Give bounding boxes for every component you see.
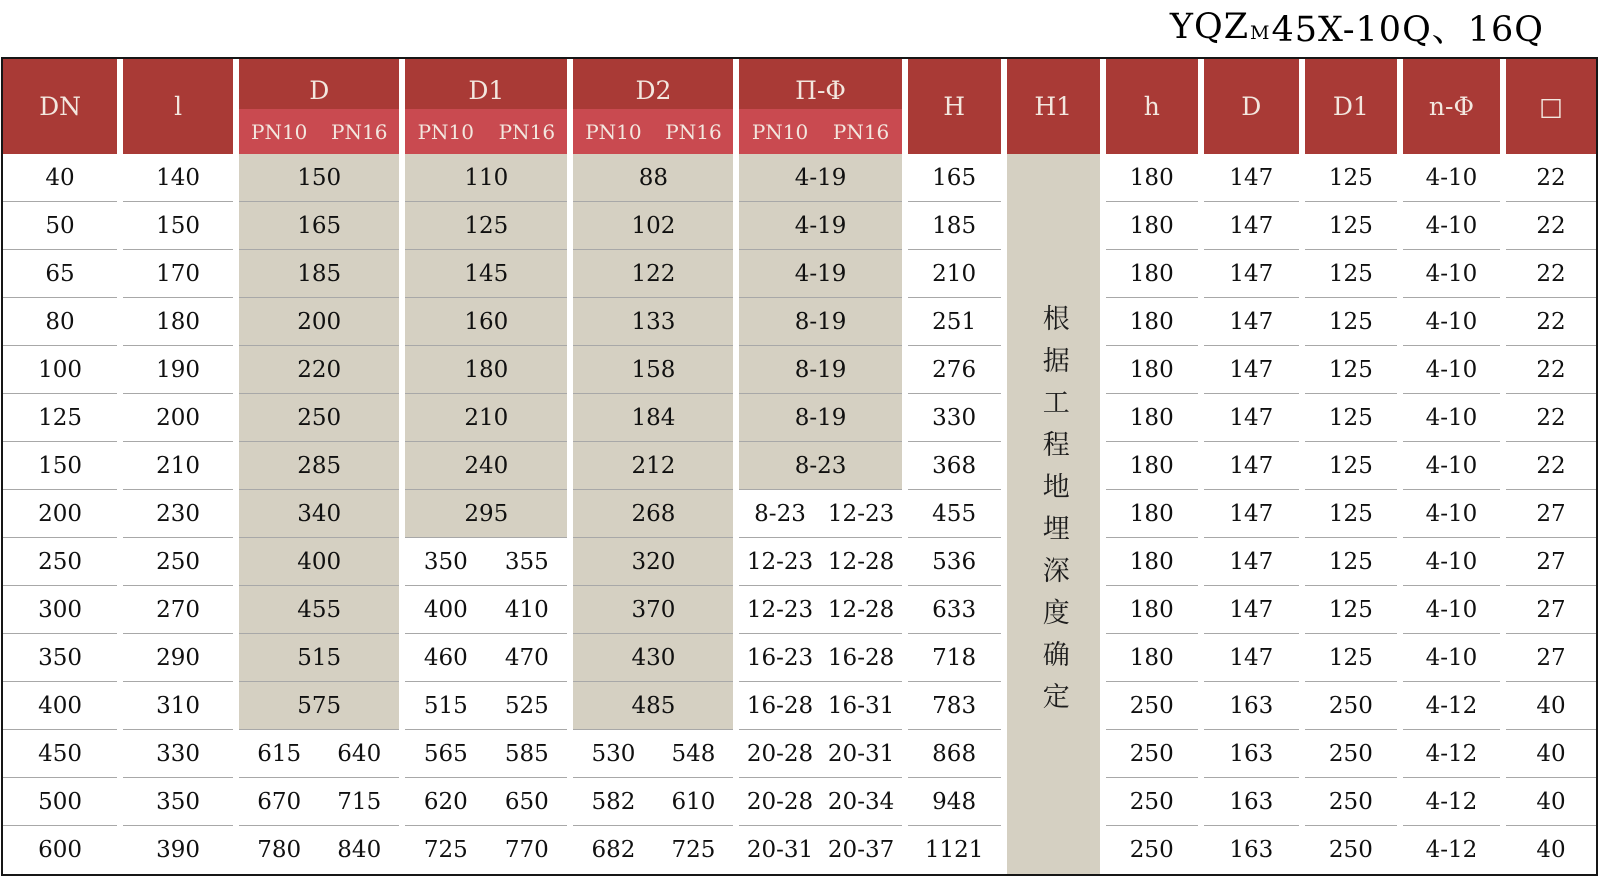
table-cell-h-row-1: 180 [1106, 154, 1198, 202]
table-cell-dn-row-7: 150 [3, 442, 117, 490]
table-cell-nphi-row-5: 4-10 [1403, 346, 1500, 394]
pn10-label: PN10 [585, 119, 642, 144]
table-cell-sq-row-2: 22 [1506, 202, 1596, 250]
table-cell-H-row-10: 633 [908, 586, 1001, 634]
table-cell-D-row-4: 200 [239, 298, 399, 346]
table-cell-piphi-row-8 [739, 490, 901, 538]
table-cell-nphi-row-11: 4-10 [1403, 634, 1500, 682]
table-cell-dn-row-5: 100 [3, 346, 117, 394]
table-cell-l-row-15: 390 [123, 826, 233, 874]
table-cell-l-row-12: 310 [123, 682, 233, 730]
table-cell-Dr-row-9: 147 [1204, 538, 1299, 586]
pn16-label: PN16 [665, 119, 722, 144]
table-cell-piphi-row-14 [739, 778, 901, 826]
column-header-d1: D1 [405, 59, 567, 109]
title-model-suffix: 45X-10Q、16Q [1271, 10, 1544, 50]
table-subcell: 20-28 [746, 740, 814, 767]
table-cell-dn-row-11: 350 [3, 634, 117, 682]
table-cell-D1r-row-3: 125 [1305, 250, 1397, 298]
table-cell-l-row-9: 250 [123, 538, 233, 586]
pn-subheader-d [239, 109, 399, 154]
table-cell-D2-row-15 [573, 826, 733, 874]
table-cell-H-row-13: 868 [908, 730, 1001, 778]
pn-subheader-pi-phi [739, 109, 901, 154]
table-cell-piphi-row-10 [739, 586, 901, 634]
column-dn [3, 59, 117, 874]
column-body-d [239, 154, 399, 874]
table-cell-dn-row-12: 400 [3, 682, 117, 730]
table-cell-D2-row-10: 370 [573, 586, 733, 634]
table-cell-D2-row-11: 430 [573, 634, 733, 682]
table-cell-nphi-row-13: 4-12 [1403, 730, 1500, 778]
table-cell-D-row-2: 165 [239, 202, 399, 250]
table-cell-D1r-row-4: 125 [1305, 298, 1397, 346]
table-cell-D2-row-12: 485 [573, 682, 733, 730]
table-cell-D-row-7: 285 [239, 442, 399, 490]
table-cell-l-row-5: 190 [123, 346, 233, 394]
table-subcell: 582 [591, 788, 636, 815]
table-cell-sq-row-14: 40 [1506, 778, 1596, 826]
table-cell-H-row-5: 276 [908, 346, 1001, 394]
pn10-label: PN10 [250, 119, 308, 144]
table-subcell: 615 [257, 740, 302, 767]
table-cell-sq-row-4: 22 [1506, 298, 1596, 346]
table-cell-nphi-row-2: 4-10 [1403, 202, 1500, 250]
table-cell-H-row-9: 536 [908, 538, 1001, 586]
table-cell-H-row-7: 368 [908, 442, 1001, 490]
column-body-d2 [573, 154, 733, 874]
table-cell-h-row-3: 180 [1106, 250, 1198, 298]
table-cell-h-row-2: 180 [1106, 202, 1198, 250]
table-cell-D-row-1: 150 [239, 154, 399, 202]
table-cell-l-row-13: 330 [123, 730, 233, 778]
table-subcell: 715 [337, 788, 382, 815]
table-subcell: 350 [423, 548, 468, 575]
table-cell-l-row-8: 230 [123, 490, 233, 538]
column-d1-right [1305, 59, 1397, 874]
table-cell-piphi-row-15 [739, 826, 901, 874]
table-subcell: 725 [671, 837, 716, 863]
table-cell-D1r-row-7: 125 [1305, 442, 1397, 490]
table-cell-dn-row-15: 600 [3, 826, 117, 874]
table-cell-D-row-14 [239, 778, 399, 826]
column-body-n-phi [1403, 154, 1500, 874]
table-cell-dn-row-8: 200 [3, 490, 117, 538]
column-n-phi [1403, 59, 1500, 874]
table-cell-h-row-4: 180 [1106, 298, 1198, 346]
table-cell-D1r-row-13: 250 [1305, 730, 1397, 778]
table-cell-nphi-row-8: 4-10 [1403, 490, 1500, 538]
column-header-h-small: h [1106, 59, 1198, 154]
column-header-h1: H1 [1007, 59, 1100, 154]
table-cell-h-row-7: 180 [1106, 442, 1198, 490]
table-subcell: 355 [504, 548, 549, 575]
table-cell-h-row-5: 180 [1106, 346, 1198, 394]
column-body-pi-phi [739, 154, 901, 874]
table-cell-D-row-15 [239, 826, 399, 874]
table-cell-D1r-row-14: 250 [1305, 778, 1397, 826]
table-cell-nphi-row-3: 4-10 [1403, 250, 1500, 298]
table-cell-dn-row-13: 450 [3, 730, 117, 778]
table-cell-D1-row-2: 125 [405, 202, 567, 250]
column-body-d-right [1204, 154, 1299, 874]
column-body-h-small [1106, 154, 1198, 874]
column-header-pi-phi: Π-Φ [739, 59, 901, 109]
table-cell-piphi-row-7: 8-23 [739, 442, 901, 490]
table-cell-nphi-row-6: 4-10 [1403, 394, 1500, 442]
table-cell-D-row-11: 515 [239, 634, 399, 682]
pn-subheader-d2 [573, 109, 733, 154]
table-cell-D-row-5: 220 [239, 346, 399, 394]
table-cell-D1r-row-2: 125 [1305, 202, 1397, 250]
table-cell-H-row-12: 783 [908, 682, 1001, 730]
table-cell-D1r-row-12: 250 [1305, 682, 1397, 730]
column-header-square: □ [1506, 59, 1596, 154]
column-header-n-phi: n-Φ [1403, 59, 1500, 154]
table-subcell: 548 [671, 740, 716, 767]
table-subcell: 12-28 [827, 596, 895, 623]
table-cell-H-row-1: 165 [908, 154, 1001, 202]
table-cell-piphi-row-5: 8-19 [739, 346, 901, 394]
pn10-label: PN10 [751, 119, 809, 144]
table-cell-h-row-10: 180 [1106, 586, 1198, 634]
column-h-cap [908, 59, 1001, 874]
table-cell-Dr-row-4: 147 [1204, 298, 1299, 346]
table-subcell: 16-23 [746, 644, 814, 671]
table-subcell: 530 [591, 740, 636, 767]
table-cell-D-row-8: 340 [239, 490, 399, 538]
pn10-label: PN10 [417, 119, 474, 144]
table-cell-D2-row-13 [573, 730, 733, 778]
table-cell-D1r-row-1: 125 [1305, 154, 1397, 202]
column-header-d-right: D [1204, 59, 1299, 154]
table-subcell: 410 [504, 596, 549, 623]
column-group-d1 [405, 59, 567, 874]
table-cell-D1-row-12 [405, 682, 567, 730]
table-subcell: 8-23 [754, 500, 806, 527]
table-cell-h-row-6: 180 [1106, 394, 1198, 442]
table-cell-nphi-row-4: 4-10 [1403, 298, 1500, 346]
table-cell-piphi-row-12 [739, 682, 901, 730]
column-header-h-cap: H [908, 59, 1001, 154]
table-subcell: 16-31 [827, 692, 895, 719]
table-cell-Dr-row-3: 147 [1204, 250, 1299, 298]
table-cell-h-row-15: 250 [1106, 826, 1198, 874]
table-cell-dn-row-6: 125 [3, 394, 117, 442]
table-subcell: 565 [423, 740, 468, 767]
table-cell-sq-row-9: 27 [1506, 538, 1596, 586]
table-cell-Dr-row-12: 163 [1204, 682, 1299, 730]
table-cell-dn-row-9: 250 [3, 538, 117, 586]
table-cell-D-row-3: 185 [239, 250, 399, 298]
table-cell-h-row-14: 250 [1106, 778, 1198, 826]
table-cell-piphi-row-6: 8-19 [739, 394, 901, 442]
table-cell-h-row-8: 180 [1106, 490, 1198, 538]
table-subcell: 20-28 [746, 788, 814, 815]
column-body-dn [3, 154, 117, 874]
table-cell-nphi-row-1: 4-10 [1403, 154, 1500, 202]
table-subcell: 16-28 [746, 692, 814, 719]
table-cell-H-row-3: 210 [908, 250, 1001, 298]
table-subcell: 20-34 [827, 788, 895, 815]
table-cell-l-row-2: 150 [123, 202, 233, 250]
table-subcell: 610 [671, 788, 716, 815]
table-cell-sq-row-7: 22 [1506, 442, 1596, 490]
table-subcell: 20-31 [827, 740, 895, 767]
table-cell-h-row-13: 250 [1106, 730, 1198, 778]
table-cell-D-row-9: 400 [239, 538, 399, 586]
column-square [1506, 59, 1596, 874]
table-subcell: 12-28 [827, 548, 895, 575]
table-cell-D1r-row-8: 125 [1305, 490, 1397, 538]
column-header-d1-right: D1 [1305, 59, 1397, 154]
table-subcell: 460 [423, 644, 468, 671]
dimension-table [1, 57, 1598, 876]
table-subcell: 840 [337, 837, 382, 863]
table-cell-D1r-row-6: 125 [1305, 394, 1397, 442]
table-subcell: 16-28 [827, 644, 895, 671]
table-cell-l-row-1: 140 [123, 154, 233, 202]
table-subcell: 20-31 [746, 837, 814, 863]
table-cell-l-row-4: 180 [123, 298, 233, 346]
column-h1 [1007, 59, 1100, 874]
column-body-d1-right [1305, 154, 1397, 874]
table-cell-D1-row-7: 240 [405, 442, 567, 490]
table-cell-h-row-11: 180 [1106, 634, 1198, 682]
table-cell-H-row-2: 185 [908, 202, 1001, 250]
table-subcell: 470 [504, 644, 549, 671]
table-subcell: 620 [423, 788, 468, 815]
column-body-h1 [1007, 154, 1100, 874]
table-cell-D1-row-8: 295 [405, 490, 567, 538]
table-subcell: 400 [423, 596, 468, 623]
table-cell-sq-row-1: 22 [1506, 154, 1596, 202]
table-cell-dn-row-10: 300 [3, 586, 117, 634]
table-cell-H-row-6: 330 [908, 394, 1001, 442]
table-subcell: 525 [504, 692, 549, 719]
page-title: YQZ M 45X-10Q、16Q [1170, 0, 1544, 54]
table-subcell: 650 [504, 788, 549, 815]
table-cell-Dr-row-7: 147 [1204, 442, 1299, 490]
table-cell-D1r-row-9: 125 [1305, 538, 1397, 586]
column-body-square [1506, 154, 1596, 874]
table-cell-sq-row-3: 22 [1506, 250, 1596, 298]
table-cell-Dr-row-11: 147 [1204, 634, 1299, 682]
table-cell-H-row-4: 251 [908, 298, 1001, 346]
table-cell-dn-row-2: 50 [3, 202, 117, 250]
table-cell-Dr-row-1: 147 [1204, 154, 1299, 202]
table-cell-D2-row-2: 102 [573, 202, 733, 250]
table-cell-l-row-6: 200 [123, 394, 233, 442]
table-subcell: 682 [591, 837, 636, 863]
table-cell-D1r-row-15: 250 [1305, 826, 1397, 874]
table-cell-Dr-row-6: 147 [1204, 394, 1299, 442]
table-cell-D1-row-5: 180 [405, 346, 567, 394]
table-cell-D2-row-3: 122 [573, 250, 733, 298]
table-cell-nphi-row-15: 4-12 [1403, 826, 1500, 874]
table-subcell: 780 [257, 837, 302, 863]
column-body-d1 [405, 154, 567, 874]
table-cell-D-row-13 [239, 730, 399, 778]
table-cell-Dr-row-14: 163 [1204, 778, 1299, 826]
table-cell-H-row-8: 455 [908, 490, 1001, 538]
table-cell-Dr-row-2: 147 [1204, 202, 1299, 250]
column-header-d2: D2 [573, 59, 733, 109]
column-header-d: D [239, 59, 399, 109]
table-cell-D1r-row-11: 125 [1305, 634, 1397, 682]
column-body-l [123, 154, 233, 874]
table-subcell: 12-23 [746, 596, 814, 623]
table-subcell: 12-23 [827, 500, 895, 527]
table-cell-piphi-row-9 [739, 538, 901, 586]
column-header-l: l [123, 59, 233, 154]
burial-depth-note-cell [1007, 154, 1100, 874]
table-cell-D-row-12: 575 [239, 682, 399, 730]
table-cell-D2-row-14 [573, 778, 733, 826]
table-cell-sq-row-12: 40 [1506, 682, 1596, 730]
table-subcell: 20-37 [827, 837, 895, 863]
table-cell-D1-row-13 [405, 730, 567, 778]
table-cell-D1r-row-10: 125 [1305, 586, 1397, 634]
table-cell-piphi-row-1: 4-19 [739, 154, 901, 202]
table-cell-nphi-row-10: 4-10 [1403, 586, 1500, 634]
table-cell-l-row-7: 210 [123, 442, 233, 490]
table-cell-Dr-row-13: 163 [1204, 730, 1299, 778]
table-cell-D1-row-11 [405, 634, 567, 682]
column-group-d [239, 59, 399, 874]
table-cell-D2-row-4: 133 [573, 298, 733, 346]
table-cell-H-row-14: 948 [908, 778, 1001, 826]
table-cell-nphi-row-9: 4-10 [1403, 538, 1500, 586]
table-subcell: 515 [423, 692, 468, 719]
table-cell-D1-row-1: 110 [405, 154, 567, 202]
table-cell-l-row-10: 270 [123, 586, 233, 634]
table-cell-H-row-15: 1121 [908, 826, 1001, 874]
pn16-label: PN16 [498, 119, 556, 144]
table-cell-dn-row-14: 500 [3, 778, 117, 826]
table-cell-h-row-12: 250 [1106, 682, 1198, 730]
table-cell-D-row-10: 455 [239, 586, 399, 634]
table-subcell: 725 [423, 837, 468, 863]
table-cell-D1-row-14 [405, 778, 567, 826]
table-cell-piphi-row-4: 8-19 [739, 298, 901, 346]
table-cell-D-row-6: 250 [239, 394, 399, 442]
table-subcell: 770 [504, 837, 549, 863]
table-cell-dn-row-4: 80 [3, 298, 117, 346]
table-cell-dn-row-1: 40 [3, 154, 117, 202]
table-cell-D2-row-5: 158 [573, 346, 733, 394]
table-cell-piphi-row-2: 4-19 [739, 202, 901, 250]
column-l [123, 59, 233, 874]
burial-depth-note-text: 根据工程地埋深度确定 [1037, 304, 1069, 724]
table-subcell: 585 [504, 740, 549, 767]
column-body-h-cap [908, 154, 1001, 874]
table-cell-D1-row-6: 210 [405, 394, 567, 442]
table-cell-piphi-row-11 [739, 634, 901, 682]
table-cell-D2-row-8: 268 [573, 490, 733, 538]
table-cell-D1r-row-5: 125 [1305, 346, 1397, 394]
table-cell-H-row-11: 718 [908, 634, 1001, 682]
pn-subheader-d1 [405, 109, 567, 154]
table-cell-l-row-11: 290 [123, 634, 233, 682]
title-model-prefix: YQZ [1169, 7, 1250, 47]
table-cell-sq-row-8: 27 [1506, 490, 1596, 538]
table-cell-D1-row-15 [405, 826, 567, 874]
table-cell-sq-row-13: 40 [1506, 730, 1596, 778]
table-cell-piphi-row-3: 4-19 [739, 250, 901, 298]
column-header-dn: DN [3, 59, 117, 154]
table-cell-Dr-row-5: 147 [1204, 346, 1299, 394]
table-cell-D2-row-9: 320 [573, 538, 733, 586]
table-cell-nphi-row-14: 4-12 [1403, 778, 1500, 826]
table-cell-D2-row-1: 88 [573, 154, 733, 202]
table-cell-sq-row-11: 27 [1506, 634, 1596, 682]
table-cell-sq-row-10: 27 [1506, 586, 1596, 634]
column-group-pi-phi [739, 59, 901, 874]
table-cell-D1-row-3: 145 [405, 250, 567, 298]
table-cell-Dr-row-10: 147 [1204, 586, 1299, 634]
table-cell-dn-row-3: 65 [3, 250, 117, 298]
table-subcell: 640 [337, 740, 382, 767]
table-cell-D2-row-7: 212 [573, 442, 733, 490]
table-cell-sq-row-15: 40 [1506, 826, 1596, 874]
table-cell-Dr-row-8: 147 [1204, 490, 1299, 538]
column-h-small [1106, 59, 1198, 874]
table-cell-nphi-row-7: 4-10 [1403, 442, 1500, 490]
table-cell-D1-row-4: 160 [405, 298, 567, 346]
table-cell-l-row-14: 350 [123, 778, 233, 826]
table-cell-h-row-9: 180 [1106, 538, 1198, 586]
table-cell-sq-row-5: 22 [1506, 346, 1596, 394]
pn16-label: PN16 [331, 119, 388, 144]
table-subcell: 670 [257, 788, 302, 815]
table-cell-D2-row-6: 184 [573, 394, 733, 442]
table-cell-D1-row-10 [405, 586, 567, 634]
table-cell-piphi-row-13 [739, 730, 901, 778]
column-group-d2 [573, 59, 733, 874]
table-cell-nphi-row-12: 4-12 [1403, 682, 1500, 730]
table-cell-l-row-3: 170 [123, 250, 233, 298]
column-d-right [1204, 59, 1299, 874]
pn16-label: PN16 [832, 119, 890, 144]
table-cell-sq-row-6: 22 [1506, 394, 1596, 442]
table-subcell: 12-23 [746, 548, 814, 575]
table-cell-D1-row-9 [405, 538, 567, 586]
table-cell-Dr-row-15: 163 [1204, 826, 1299, 874]
